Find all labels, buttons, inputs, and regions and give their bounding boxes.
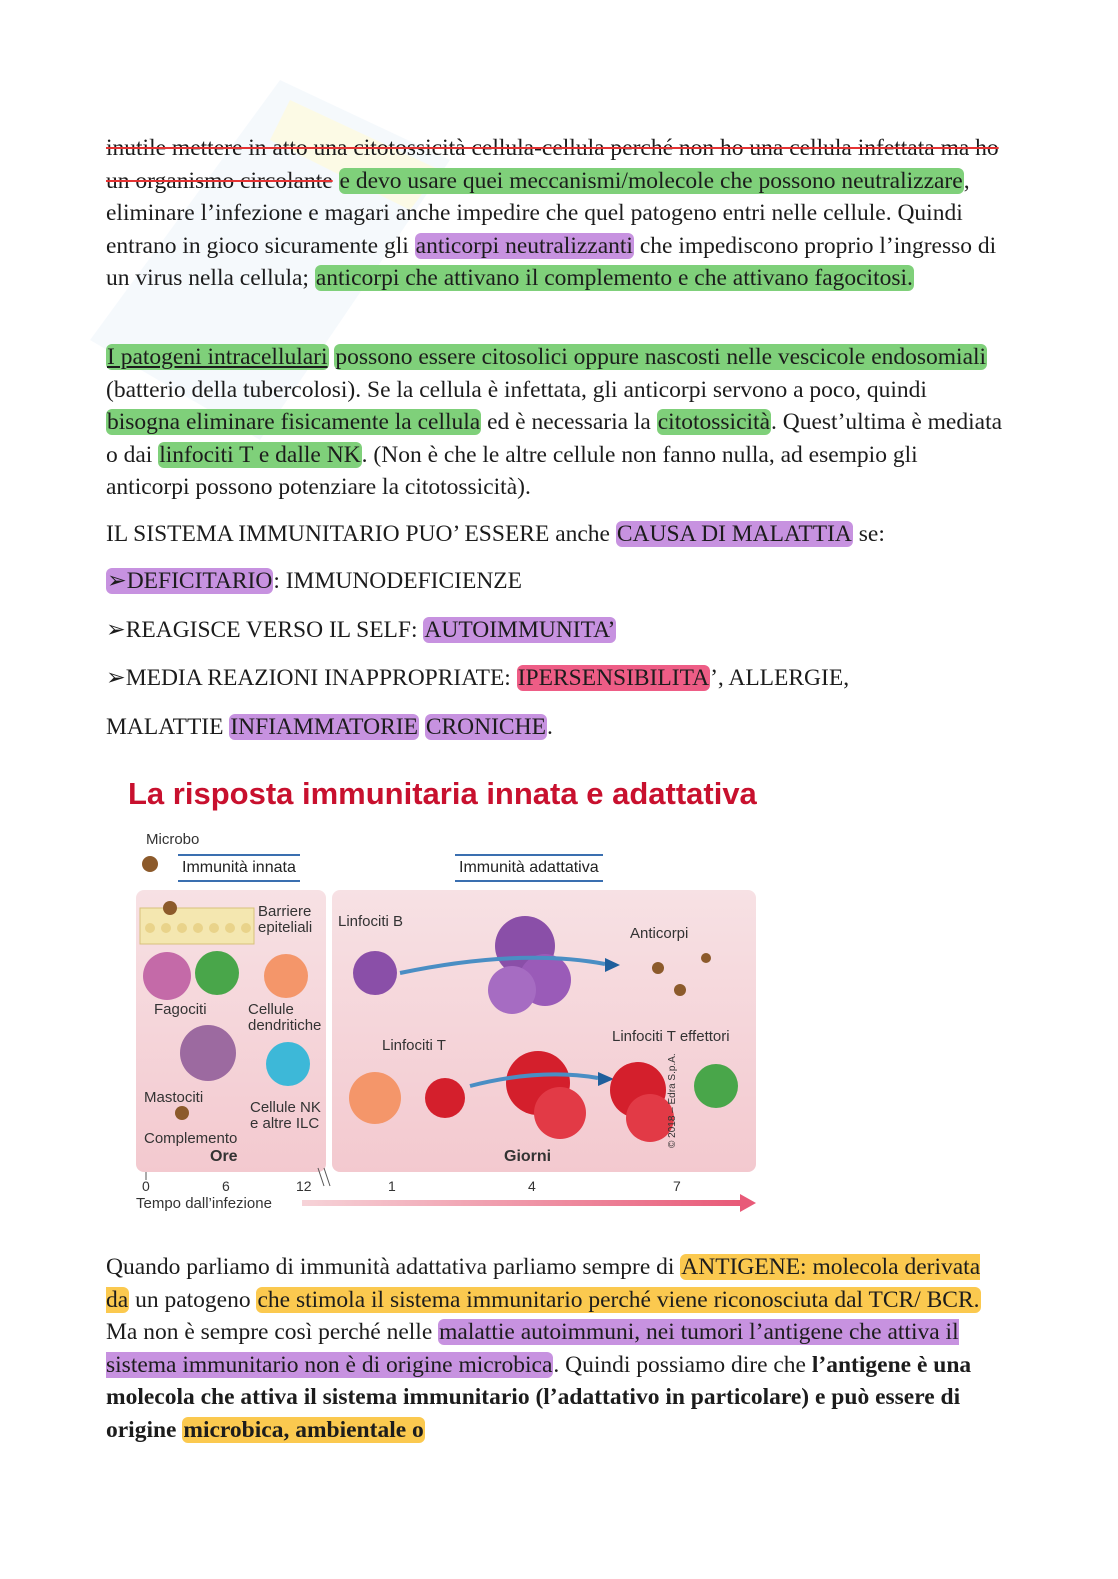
text: Ma non è sempre così perché nelle [106, 1319, 433, 1345]
highlight-yellow: che stimola il sistema immunitario perché viene riconosciuta dal TCR/ BCR. [257, 1286, 980, 1313]
highlight-green: e devo usare quei meccanismi/molecole che possono neutralizzare [339, 167, 963, 194]
label-mastociti: Mastociti [144, 1089, 204, 1106]
label-microbo: Microbo [146, 831, 200, 848]
label-complemento: Complemento [144, 1130, 238, 1147]
label-ore: Ore [210, 1148, 238, 1165]
label-tempo: Tempo dall’infezione [136, 1195, 272, 1212]
text: : IMMUNODEFICIENZE [273, 568, 523, 594]
immune-response-figure [120, 768, 820, 1218]
t-lymphocyte [425, 1078, 465, 1118]
text: un patogeno [135, 1286, 251, 1313]
line-self [106, 614, 616, 646]
text: Quando parliamo di immunità adattativa parliamo sempre di [106, 1254, 675, 1280]
label-linfociti-t-effettori: Linfociti T effettori [612, 1028, 730, 1045]
highlight-yellow-bold: microbica, ambientale o [183, 1416, 424, 1443]
text: , eliminare l’infezione e magari anche impedire che quel patogeno entri nelle cellule. Quindi entrano in gioco sicuramente gli [106, 167, 970, 259]
microbe-icon [175, 1106, 189, 1120]
highlight-purple: INFIAMMATORIE [230, 714, 418, 740]
highlight-purple: anticorpi neutralizzanti [415, 232, 633, 259]
tick-label: 1 [388, 1178, 396, 1194]
highlight-yellow: ANTIGENE: molecola derivata da [106, 1254, 981, 1313]
line-causa-malattia [106, 518, 885, 550]
plasma-cell [488, 966, 536, 1014]
highlight-red: IPERSENSIBILITA [517, 665, 710, 691]
text: (batterio della tubercolosi). Se la cellula è infettata, gli anticorpi servono a poco, quindi [106, 376, 927, 403]
label-cellule-nk: Cellule NK e altre ILC [250, 1099, 321, 1132]
time-arrow [302, 1200, 742, 1206]
paragraph-3 [106, 1251, 1006, 1446]
bold-definition: l’antigene è una molecola che attiva il sistema immunitario (l’adattativo in particolare) e può essere di origine [106, 1351, 972, 1443]
epithelial-barrier [140, 908, 254, 944]
label-linfociti-t: Linfociti T [382, 1037, 446, 1054]
highlight-green: anticorpi che attivano il complemento e che attivano fagocitosi. [315, 265, 913, 291]
line-malattie [106, 711, 553, 743]
text: ➢MEDIA REAZIONI INAPPROPRIATE: [106, 665, 511, 691]
figure-title: La risposta immunitaria innata e adattativa [128, 776, 757, 811]
label-fagociti: Fagociti [154, 1001, 207, 1018]
highlight-green: linfociti T e dalle NK [159, 441, 361, 468]
nk-cell [266, 1042, 310, 1086]
highlight-green: bisogna eliminare fisicamente la cellula [107, 409, 481, 435]
b-lymphocyte [353, 951, 397, 995]
text: . [546, 714, 553, 740]
line-ipersensibilita [106, 662, 849, 694]
label-anticorpi: Anticorpi [630, 925, 689, 942]
highlight-purple: ➢DEFICITARIO [107, 568, 273, 594]
label-linfociti-b: Linfociti B [338, 913, 404, 930]
text: ed è necessaria la [487, 409, 651, 435]
highlight-green-underlined: I patogeni intracellulari [107, 344, 328, 370]
effector-t-cell [534, 1087, 586, 1139]
paragraph-2 [106, 341, 1006, 504]
phagocyte-cell [143, 952, 191, 1000]
text: se: [858, 521, 885, 547]
text: . Quindi possiamo dire che [553, 1351, 806, 1378]
dendritic-cell [349, 1072, 401, 1124]
dendritic-cell [264, 954, 308, 998]
text: . (Non è che le altre cellule non fanno nulla, ad esempio gli anticorpi possono potenziare la citotossicità). [106, 441, 918, 500]
text: che impediscono proprio l’ingresso di un virus nella cellula; [106, 232, 997, 291]
highlight-green: citotossicità [657, 409, 771, 435]
copyright-note: © 2018 – Edra S.p.A. [667, 1053, 678, 1148]
phagocyte-cell [195, 951, 239, 995]
highlight-purple: CRONICHE [425, 714, 546, 740]
tick-label: 4 [528, 1178, 536, 1194]
label-immunita-adattativa: Immunità adattativa [455, 854, 603, 882]
text: MALATTIE [106, 714, 224, 740]
highlight-purple: AUTOIMMUNITA’ [424, 617, 616, 643]
text: IL SISTEMA IMMUNITARIO PUO’ ESSERE anche [106, 521, 610, 547]
line-deficitario [106, 565, 522, 597]
highlight-green: possono essere citosolici oppure nascosti nelle vescicole endosomiali [335, 344, 987, 370]
tick-label: 6 [222, 1178, 230, 1194]
text: . Quest’ultima è mediata o dai [106, 409, 1003, 468]
paragraph-1 [106, 132, 1006, 295]
label-cellule-dendritiche: Cellule dendritiche [248, 1001, 322, 1034]
label-immunita-innata: Immunità innata [178, 854, 300, 882]
text: ’, ALLERGIE, [710, 665, 850, 691]
label-giorni: Giorni [504, 1148, 552, 1165]
highlight-purple: CAUSA DI MALATTIA [616, 521, 852, 547]
tick-label: 7 [673, 1178, 681, 1194]
mast-cell [180, 1025, 236, 1081]
label-barriere: Barriere epiteliali [258, 903, 313, 936]
tick-label: 0 [142, 1178, 150, 1194]
text: ➢REAGISCE VERSO IL SELF: [106, 617, 418, 643]
tick-label: 12 [296, 1178, 312, 1194]
struck-text: inutile mettere in atto una citotossicità cellula-cellula perché non ho una cellula infettata ma ho un organismo circolante [106, 135, 999, 194]
infected-cell [694, 1064, 738, 1108]
highlight-purple: malattie autoimmuni, nei tumori l’antigene che attiva il sistema immunitario non è di origine microbica [106, 1319, 959, 1378]
